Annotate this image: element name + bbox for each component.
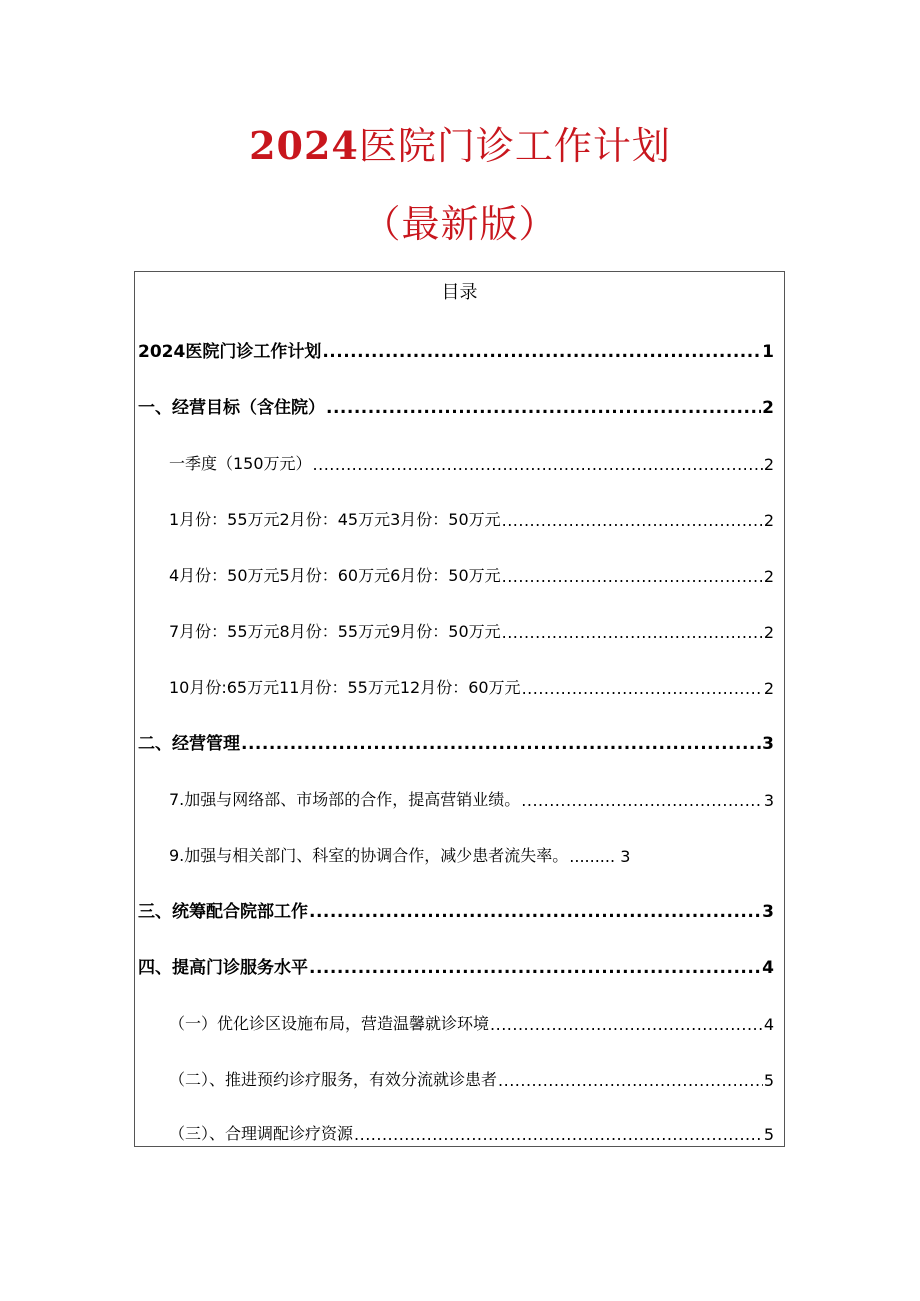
toc-entry[interactable] [169, 840, 729, 866]
toc-entry-text: 一、经营目标（含住院） [138, 398, 325, 418]
toc-entry-page: 3 [763, 791, 774, 810]
toc-entry[interactable] [138, 336, 774, 362]
toc-entry-text: 1月份：55万元2月份：45万元3月份：50万元 [169, 510, 501, 529]
toc-entry[interactable] [169, 784, 774, 810]
toc-entry-page: 3 [620, 847, 631, 866]
toc-entry-text: 四、提高门诊服务水平 [138, 958, 308, 978]
toc-leader [569, 847, 619, 866]
toc-entry[interactable] [169, 560, 774, 586]
toc-entry-text: 7月份：55万元8月份：55万元9月份：50万元 [169, 622, 501, 641]
table-of-contents [134, 271, 785, 1147]
toc-leader [354, 1125, 763, 1144]
toc-entry-text: 7.加强与网络部、市场部的合作，提高营销业绩。 [169, 790, 521, 809]
toc-entry[interactable] [169, 616, 774, 642]
toc-entry-text: （一）优化诊区设施布局，营造温馨就诊环境 [169, 1014, 490, 1033]
toc-entry[interactable] [169, 1008, 774, 1034]
toc-entry-page: 4 [762, 958, 774, 978]
toc-leader [502, 567, 763, 586]
toc-entry-page: 2 [763, 511, 774, 530]
toc-heading: 目录 [441, 282, 478, 303]
toc-entry-page: 4 [763, 1015, 774, 1034]
toc-entry-page: 2 [762, 398, 774, 418]
toc-leader [322, 342, 761, 362]
toc-entry-text: 二、经营管理 [138, 734, 240, 754]
document-title-year: 2024 [249, 123, 359, 168]
toc-leader [522, 679, 763, 698]
toc-entry-text: （二）、推进预约诊疗服务，有效分流就诊患者 [169, 1070, 498, 1089]
toc-leader [309, 958, 761, 978]
toc-entry-page: 2 [763, 679, 774, 698]
toc-entry[interactable] [138, 728, 774, 754]
toc-leader [498, 1071, 763, 1090]
toc-entry-page: 2 [763, 623, 774, 642]
toc-leader [521, 791, 763, 810]
toc-entry-page: 2 [763, 567, 774, 586]
toc-entry-text: （三）、合理调配诊疗资源 [169, 1124, 354, 1143]
toc-leader [326, 398, 761, 418]
toc-entry-text: 一季度（150万元） [169, 454, 312, 473]
document-title-text: 医院门诊工作计划 [358, 124, 671, 168]
toc-leader [502, 623, 763, 642]
document-subtitle: （最新版） [362, 202, 558, 246]
toc-entry-text: 三、统筹配合院部工作 [138, 902, 308, 922]
document-title [0, 121, 920, 171]
toc-entry-text: 10月份:65万元11月份：55万元12月份：60万元 [169, 678, 521, 697]
toc-entry-page: 3 [762, 902, 774, 922]
toc-leader [309, 902, 761, 922]
toc-entry-text: 2024医院门诊工作计划 [138, 342, 322, 362]
toc-entry[interactable] [138, 392, 774, 418]
toc-entry[interactable] [138, 896, 774, 922]
toc-entry-page: 3 [762, 734, 774, 754]
toc-entry[interactable] [169, 448, 774, 474]
toc-leader [241, 734, 761, 754]
toc-entry-text: 9.加强与相关部门、科室的协调合作，减少患者流失率。 [169, 846, 569, 865]
toc-entry[interactable] [169, 504, 774, 530]
toc-entry[interactable] [169, 1118, 774, 1144]
toc-entry-page: 5 [763, 1071, 774, 1090]
toc-entry-page: 2 [763, 455, 774, 474]
toc-leader [490, 1015, 763, 1034]
toc-entry[interactable] [169, 672, 774, 698]
toc-leader [502, 511, 763, 530]
toc-entry-page: 1 [762, 342, 774, 362]
toc-leader [313, 455, 763, 474]
toc-entry-text: 4月份：50万元5月份：60万元6月份：50万元 [169, 566, 501, 585]
toc-entry-page: 5 [763, 1125, 774, 1144]
toc-entry[interactable] [169, 1064, 774, 1090]
toc-entry[interactable] [138, 952, 774, 978]
